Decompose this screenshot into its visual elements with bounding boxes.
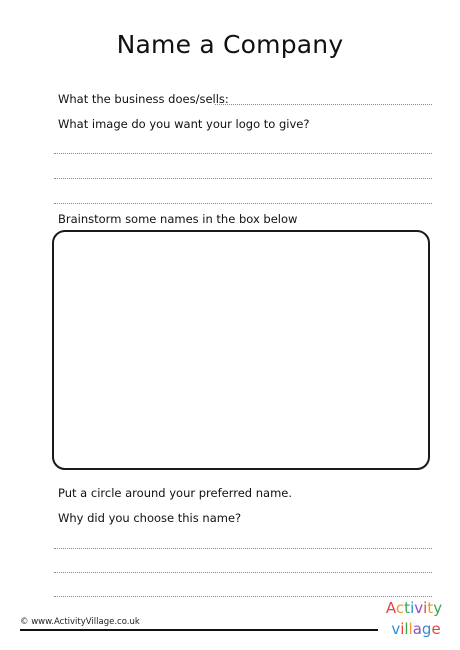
prompt-circle: Put a circle around your preferred name.: [58, 486, 293, 500]
copyright-text: © www.ActivityVillage.co.uk: [20, 617, 140, 627]
answer-line-why-3[interactable]: [54, 596, 432, 597]
logo-word-village: village: [391, 620, 441, 638]
prompt-business: What the business does/sells:: [58, 92, 229, 106]
answer-line-why-2[interactable]: [54, 572, 432, 573]
answer-line-logo-3[interactable]: [54, 203, 432, 204]
footer-rule: [20, 629, 378, 631]
prompt-logo-image: What image do you want your logo to give?: [58, 117, 310, 131]
answer-line-why-1[interactable]: [54, 548, 432, 549]
answer-line-business[interactable]: [215, 104, 432, 105]
activity-village-logo: [382, 596, 446, 638]
brainstorm-box[interactable]: [52, 230, 430, 470]
prompt-why: Why did you choose this name?: [58, 511, 242, 525]
page-title: Name a Company: [116, 30, 344, 59]
answer-line-logo-2[interactable]: [54, 178, 432, 179]
prompt-brainstorm: Brainstorm some names in the box below: [58, 212, 298, 226]
logo-word-activity: Activity: [385, 599, 443, 617]
answer-line-logo-1[interactable]: [54, 153, 432, 154]
